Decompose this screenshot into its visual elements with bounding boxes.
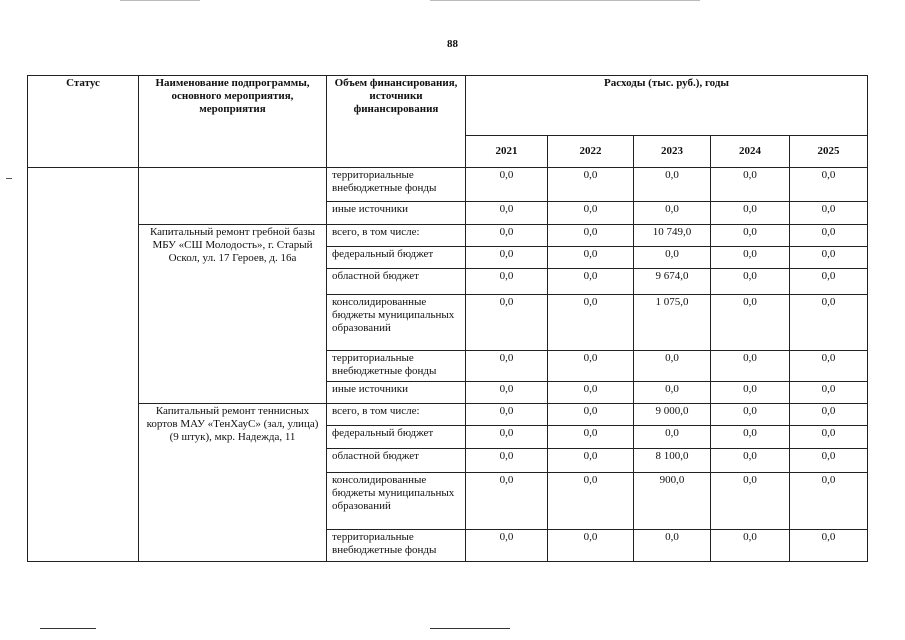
value-cell: 0,0: [466, 295, 548, 351]
value-cell: 0,0: [548, 269, 634, 295]
source-cell: областной бюджет: [327, 269, 466, 295]
status-cell: [28, 168, 139, 562]
year-header: 2022: [548, 136, 634, 168]
value-cell: 0,0: [466, 449, 548, 473]
value-cell: 0,0: [466, 473, 548, 530]
value-cell: 0,0: [466, 202, 548, 225]
value-cell: 0,0: [634, 351, 711, 382]
value-cell: 0,0: [548, 473, 634, 530]
source-cell: иные источники: [327, 202, 466, 225]
value-cell: 0,0: [466, 404, 548, 426]
value-cell: 0,0: [711, 168, 790, 202]
value-cell: 0,0: [790, 202, 868, 225]
value-cell: 0,0: [634, 202, 711, 225]
activity-name: Капитальный ремонт гребной базы МБУ «СШ Молодость», г. Старый Оскол, ул. 17 Героев, д. 16а: [139, 225, 327, 404]
value-cell: 0,0: [790, 168, 868, 202]
footer-rule: [40, 628, 96, 629]
value-cell: 0,0: [711, 473, 790, 530]
value-cell: 0,0: [711, 449, 790, 473]
value-cell: 0,0: [790, 295, 868, 351]
value-cell: 0,0: [466, 426, 548, 449]
value-cell: 0,0: [790, 269, 868, 295]
value-cell: 1 075,0: [634, 295, 711, 351]
value-cell: 0,0: [711, 426, 790, 449]
source-cell: федеральный бюджет: [327, 247, 466, 269]
source-cell: территориальные внебюджетные фонды: [327, 351, 466, 382]
value-cell: 0,0: [711, 295, 790, 351]
value-cell: 900,0: [634, 473, 711, 530]
value-cell: 0,0: [711, 202, 790, 225]
value-cell: 9 674,0: [634, 269, 711, 295]
source-cell: федеральный бюджет: [327, 426, 466, 449]
value-cell: 0,0: [466, 247, 548, 269]
footer-rule: [430, 628, 510, 629]
header-status: Статус: [28, 76, 139, 168]
value-cell: 0,0: [634, 382, 711, 404]
value-cell: 0,0: [634, 247, 711, 269]
value-cell: 0,0: [466, 225, 548, 247]
value-cell: 0,0: [548, 295, 634, 351]
value-cell: 0,0: [466, 168, 548, 202]
value-cell: 0,0: [548, 247, 634, 269]
header-expenses: Расходы (тыс. руб.), годы: [466, 76, 868, 136]
value-cell: 10 749,0: [634, 225, 711, 247]
year-header: 2021: [466, 136, 548, 168]
value-cell: 0,0: [790, 225, 868, 247]
source-cell: консолидированные бюджеты муниципальных образований: [327, 295, 466, 351]
value-cell: 0,0: [548, 351, 634, 382]
source-cell: консолидированные бюджеты муниципальных образований: [327, 473, 466, 530]
header-name: Наименование подпрограммы, основного мероприятия, мероприятия: [139, 76, 327, 168]
source-cell: иные источники: [327, 382, 466, 404]
margin-tick: [6, 178, 12, 179]
value-cell: 0,0: [548, 168, 634, 202]
value-cell: 0,0: [548, 382, 634, 404]
value-cell: 0,0: [711, 530, 790, 562]
value-cell: 0,0: [711, 225, 790, 247]
top-edge-rule: [430, 0, 700, 1]
value-cell: 0,0: [711, 382, 790, 404]
table-row: [28, 404, 868, 426]
value-cell: 0,0: [790, 426, 868, 449]
value-cell: 0,0: [466, 382, 548, 404]
value-cell: 0,0: [790, 404, 868, 426]
year-header: 2025: [790, 136, 868, 168]
name-cell-empty: [139, 168, 327, 225]
table-row: [28, 168, 868, 202]
value-cell: 0,0: [634, 426, 711, 449]
value-cell: 0,0: [548, 426, 634, 449]
source-cell: всего, в том числе:: [327, 404, 466, 426]
value-cell: 0,0: [790, 473, 868, 530]
value-cell: 0,0: [711, 404, 790, 426]
value-cell: 0,0: [548, 202, 634, 225]
value-cell: 0,0: [711, 269, 790, 295]
value-cell: 0,0: [466, 351, 548, 382]
value-cell: 0,0: [634, 530, 711, 562]
header-volume: Объем финансирования, источники финансирования: [327, 76, 466, 168]
source-cell: всего, в том числе:: [327, 225, 466, 247]
source-cell: областной бюджет: [327, 449, 466, 473]
value-cell: 0,0: [634, 168, 711, 202]
value-cell: 0,0: [466, 269, 548, 295]
table-row: [28, 225, 868, 247]
value-cell: 9 000,0: [634, 404, 711, 426]
value-cell: 0,0: [548, 530, 634, 562]
value-cell: 0,0: [548, 404, 634, 426]
year-header: 2024: [711, 136, 790, 168]
source-cell: территориальные внебюджетные фонды: [327, 168, 466, 202]
value-cell: 0,0: [790, 449, 868, 473]
year-header: 2023: [634, 136, 711, 168]
value-cell: 0,0: [790, 247, 868, 269]
value-cell: 8 100,0: [634, 449, 711, 473]
value-cell: 0,0: [711, 247, 790, 269]
activity-name: Капитальный ремонт теннисных кортов МАУ «ТенХауС» (зал, улица) (9 штук), мкр. Надежда, 11: [139, 404, 327, 562]
value-cell: 0,0: [466, 530, 548, 562]
value-cell: 0,0: [790, 382, 868, 404]
top-edge-rule: [120, 0, 200, 1]
value-cell: 0,0: [548, 449, 634, 473]
value-cell: 0,0: [711, 351, 790, 382]
financing-table: [27, 75, 868, 562]
value-cell: 0,0: [790, 351, 868, 382]
value-cell: 0,0: [548, 225, 634, 247]
value-cell: 0,0: [790, 530, 868, 562]
page-number: 88: [447, 38, 458, 50]
source-cell: территориальные внебюджетные фонды: [327, 530, 466, 562]
